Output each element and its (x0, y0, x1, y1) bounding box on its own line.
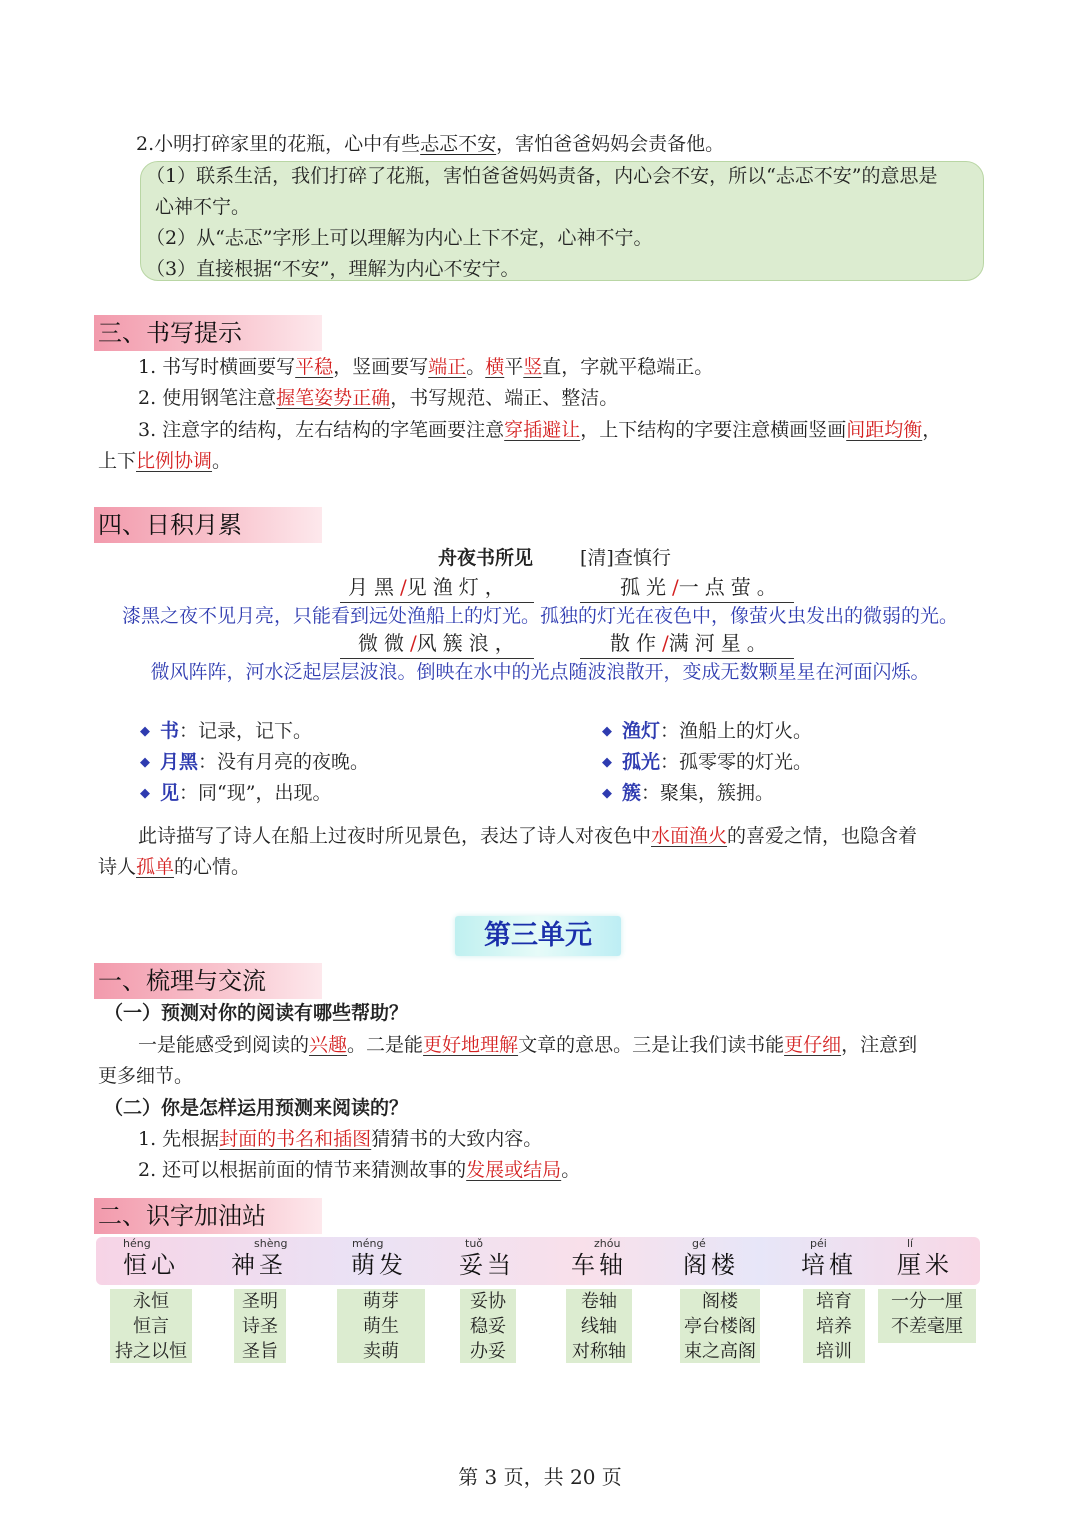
diamond-icon: ◆ (602, 724, 612, 739)
answer-1: 一是能感受到阅读的兴趣。二是能更好地理解文章的意思。三是让我们读书能更仔细，注意到 (138, 1034, 918, 1056)
unit-title: 第三单元 (455, 916, 621, 956)
gloss-item: ◆ 书：记录，记下。 (140, 720, 313, 742)
translation-1: 漆黑之夜不见月亮，只能看到远处渔船上的灯光。孤独的灯光在夜色中，像萤火虫发出的微弱的光。 (121, 605, 958, 627)
section-heading-writing: 三、书写提示 (94, 315, 322, 351)
writing-tip-3: 3. 注意字的结构，左右结构的字笔画要注意穿插避让，上下结构的字要注意横画竖画间距均衡， (138, 419, 942, 441)
poem-summary-cont: 诗人孤单的心情。 (98, 856, 251, 878)
item2-sentence: 2.小明打碎家里的花瓶，心中有些忐忑不安，害怕爸爸妈妈会责备他。 (136, 133, 725, 155)
poem-summary: 此诗描写了诗人在船上过夜时所见景色，表达了诗人对夜色中水面渔火的喜爱之情，也隐含着 (138, 825, 918, 847)
page-footer: 第 3 页，共 20 页 (458, 1465, 622, 1489)
writing-tip-2: 2. 使用钢笔注意握笔姿势正确，书写规范、端正、整洁。 (138, 387, 619, 409)
answer-1-cont: 更多细节。 (98, 1065, 194, 1087)
writing-tip-1: 1. 书写时横画要写平稳，竖画要写端正。横平竖直，字就平稳端正。 (138, 356, 714, 378)
diamond-icon: ◆ (140, 755, 150, 770)
poem-line-1-left: 月黑/见渔灯， (340, 572, 534, 603)
note-3: （3）直接根据“不安”，理解为内心不安宁。 (146, 258, 520, 280)
character-band: héng 恒心 shèng 神圣 méng 萌发 tuǒ 妥当 zhóu 车轴 gé 阁楼 péi 培植 lí 厘米 (96, 1237, 980, 1285)
note-2: （2）从“忐忑”字形上可以理解为内心上下不定，心神不宁。 (146, 227, 653, 249)
diamond-icon: ◆ (602, 786, 612, 801)
poem-line-2-right: 散作/满河星。 (580, 628, 794, 659)
diamond-icon: ◆ (140, 724, 150, 739)
word-box: 一分一厘 不差毫厘 (878, 1289, 976, 1343)
section-heading-daily: 四、日积月累 (94, 507, 322, 543)
diamond-icon: ◆ (140, 786, 150, 801)
poem-title: 舟夜书所见 (438, 547, 534, 569)
word-box: 阁楼 亭台楼阁 束之高阁 (680, 1289, 760, 1363)
poem-line-1-right: 孤光/一点萤。 (580, 572, 794, 603)
gloss-item: ◆ 孤光：孤零零的灯光。 (602, 751, 813, 773)
question-2: （二）你是怎样运用预测来阅读的？ (104, 1097, 409, 1119)
translation-2: 微风阵阵，河水泛起层层波浪。倒映在水中的光点随波浪散开，变成无数颗星星在河面闪烁。 (150, 661, 930, 683)
gloss-item: ◆ 簇：聚集，簇拥。 (602, 782, 775, 804)
note-1-cont: 心神不宁。 (155, 196, 251, 218)
gloss-item: ◆ 见：同“现”，出现。 (140, 782, 332, 804)
answer-2a: 1. 先根据封面的书名和插图猜猜书的大致内容。 (138, 1128, 543, 1150)
section-heading-review: 一、梳理与交流 (94, 963, 322, 999)
word-box: 培育 培养 培训 (803, 1289, 865, 1363)
diamond-icon: ◆ (602, 755, 612, 770)
poem-line-2-left: 微微/风簇浪， (340, 628, 534, 659)
poem-author: [清]查慎行 (580, 547, 671, 569)
note-1: （1）联系生活，我们打碎了花瓶，害怕爸爸妈妈责备，内心会不安，所以“忐忑不安”的意思是 (146, 165, 938, 187)
word-box: 永恒 恒言 持之以恒 (110, 1289, 192, 1363)
word-box: 圣明 诗圣 圣旨 (234, 1289, 286, 1363)
word-box: 萌芽 萌生 卖萌 (337, 1289, 425, 1363)
gloss-item: ◆ 渔灯：渔船上的灯火。 (602, 720, 813, 742)
item2-keyword: 忐忑不安 (420, 133, 497, 155)
gloss-item: ◆ 月黑：没有月亮的夜晚。 (140, 751, 370, 773)
section-heading-literacy: 二、识字加油站 (94, 1198, 322, 1234)
answer-2b: 2. 还可以根据前面的情节来猜测故事的发展或结局。 (138, 1159, 581, 1181)
question-1: （一）预测对你的阅读有哪些帮助？ (104, 1002, 409, 1024)
writing-tip-3-cont: 上下比例协调。 (98, 450, 232, 472)
word-box: 卷轴 线轴 对称轴 (566, 1289, 632, 1363)
word-box: 妥协 稳妥 办妥 (460, 1289, 516, 1363)
